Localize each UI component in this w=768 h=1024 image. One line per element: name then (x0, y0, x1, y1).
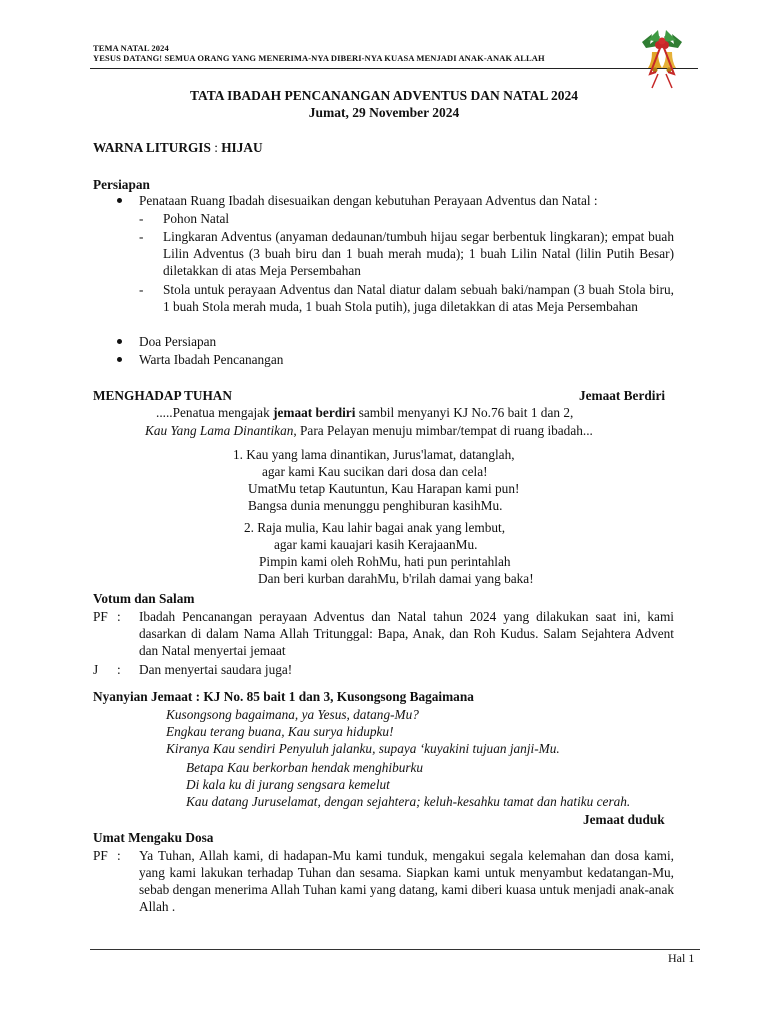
dosa-pf-text: Ya Tuhan, Allah kami, di hadapan-Mu kami tunduk, mengakui segala kelemahan dan dosa kami, yang kami lakukan terhadap Tuhan dan sesama. Siapkan kami untuk menyambut kedatangan-Mu, sebab dengan menerima Allah Tuhan kami yang datang, kami diberi kuasa untuk menjadi anak-anak Allah . (139, 848, 674, 914)
bullet-icon (117, 339, 122, 344)
menghadap-instruction-1 (156, 404, 573, 421)
instruction-post: sambil menyanyi KJ No.76 bait 1 dan 2, (355, 405, 574, 420)
verse-line: UmatMu tetap Kautuntun, Kau Harapan kami pun! (248, 481, 520, 496)
verse-line: 1. Kau yang lama dinantikan, Jurus'lamat, datanglah, (233, 447, 515, 462)
dosa-heading: Umat Mengaku Dosa (93, 830, 214, 845)
menghadap-instruction-2 (145, 422, 593, 439)
persiapan-item-3: Warta Ibadah Pencanangan (139, 352, 284, 367)
votum-j-label: J (93, 662, 99, 677)
document-date: Jumat, 29 November 2024 (308, 105, 460, 120)
persiapan-item-1: Penataan Ruang Ibadah disesuaikan dengan kebutuhan Perayaan Adventus dan Natal : (139, 193, 598, 208)
persiapan-sub-3: Stola untuk perayaan Adventus dan Natal diatur dalam sebuah baki/nampan (3 buah Stola biru, 1 buah Stola merah muda, 1 buah Stola putih), juga diletakkan di atas Meja Persembahan (163, 282, 674, 314)
verse-line: Bangsa dunia menunggu penghiburan kasihMu. (248, 498, 503, 513)
instruction-bold: jemaat berdiri (273, 405, 356, 420)
nyanyian-heading: Nyanyian Jemaat : KJ No. 85 bait 1 dan 3, Kusongsong Bagaimana (93, 689, 474, 704)
persiapan-item-2: Doa Persiapan (139, 334, 217, 349)
verse-line: 2. Raja mulia, Kau lahir bagai anak yang lembut, (244, 520, 506, 535)
warna-value: HIJAU (221, 140, 263, 155)
persiapan-heading: Persiapan (93, 177, 150, 192)
verse-line: agar kami Kau sucikan dari dosa dan cela! (262, 464, 488, 479)
instruction-pre: .....Penatua mengajak (156, 405, 274, 420)
bullet-icon (117, 198, 122, 203)
warna-label: WARNA LITURGIS (93, 140, 211, 155)
verse-1 (233, 446, 573, 514)
dash-marker: - (139, 282, 144, 297)
votum-heading: Votum dan Salam (93, 591, 195, 606)
votum-sep: : (117, 662, 121, 677)
warna-liturgis (93, 139, 263, 156)
votum-pf-label: PF (93, 609, 108, 624)
dosa-sep: : (117, 848, 121, 863)
verse-line: Dan beri kurban darahMu, b'rilah damai yang baka! (258, 571, 534, 586)
lyric-line: Kusongsong bagaimana, ya Yesus, datang-Mu? (166, 707, 419, 722)
lyric-line: Kiranya Kau sendiri Penyuluh jalanku, supaya ‘kuyakini tujuan janji-Mu. (166, 741, 560, 756)
instruction-post: , Para Pelayan menuju mimbar/tempat di ruang ibadah... (293, 423, 593, 438)
lyric-line: Betapa Kau berkorban hendak menghiburku (186, 760, 424, 775)
document-title: TATA IBADAH PENCANANGAN ADVENTUS DAN NATAL 2024 (189, 88, 579, 103)
theme-label: TEMA NATAL 2024 (93, 43, 169, 53)
verse-2 (244, 519, 584, 587)
song-title: Kau Yang Lama Dinantikan (145, 423, 294, 438)
votum-pf-text: Ibadah Pencanangan perayaan Adventus dan Natal tahun 2024 yang dilakukan saat ini, kami dasarkan di dalam Nama Allah Tritunggal: Bapa, Anak, dan Roh Kudus. Salam Sejahtera Advent dan Natal menyertai jemaat (139, 609, 674, 658)
lyric-line: Di kala ku di jurang sengsara kemelut (186, 777, 390, 792)
persiapan-sub-1: Pohon Natal (163, 211, 230, 226)
lyric-line: Kau datang Juruselamat, dengan sejahtera; keluh-kesahku tamat dan hatiku cerah. (186, 794, 631, 809)
dosa-pf-label: PF (93, 848, 108, 863)
theme-text: YESUS DATANG! SEMUA ORANG YANG MENERIMA-NYA DIBERI-NYA KUASA MENJADI ANAK-ANAK ALLAH (93, 53, 545, 63)
bullet-icon (117, 357, 122, 362)
warna-sep: : (214, 140, 218, 155)
christmas-bells-icon (638, 28, 686, 90)
nyanyian-stanza-a (166, 706, 686, 757)
verse-line: Pimpin kami oleh RohMu, hati pun perintahlah (259, 554, 511, 569)
verse-line: agar kami kauajari kasih KerajaanMu. (274, 537, 478, 552)
lyric-line: Engkau terang buana, Kau surya hidupku! (166, 724, 394, 739)
dash-marker: - (139, 211, 144, 226)
votum-sep: : (117, 609, 121, 624)
menghadap-heading: MENGHADAP TUHAN (93, 388, 233, 403)
nyanyian-cue: Jemaat duduk (583, 812, 665, 827)
page-number: Hal 1 (668, 951, 695, 965)
dash-marker: - (139, 229, 144, 244)
menghadap-cue: Jemaat Berdiri (579, 388, 666, 403)
nyanyian-stanza-b (186, 759, 686, 810)
header-divider (90, 68, 698, 69)
footer-divider (90, 949, 700, 950)
persiapan-sub-2: Lingkaran Adventus (anyaman dedaunan/tumbuh hijau segar berbentuk lingkaran); empat buah Lilin Adventus (3 buah biru dan 1 buah merah muda); 1 buah Lilin Natal (lilin Putih Besar) diletakkan di atas Meja Persembahan (163, 229, 674, 278)
votum-j-text: Dan menyertai saudara juga! (139, 662, 293, 677)
